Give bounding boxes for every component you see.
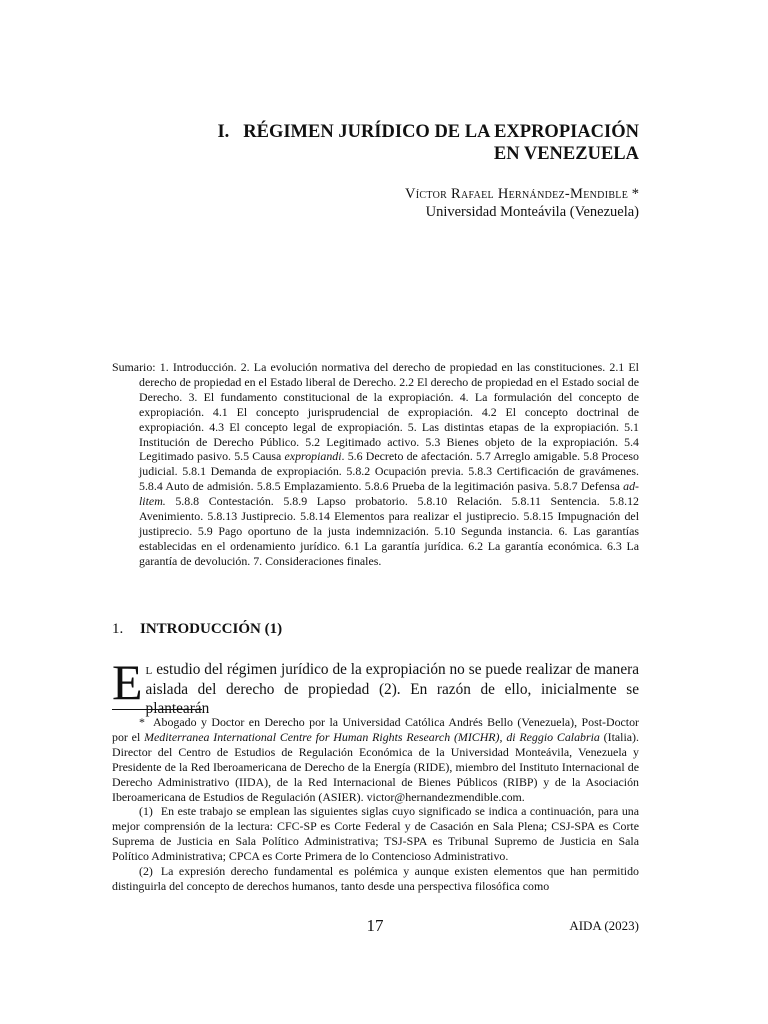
chapter-title-line1 [139,121,639,143]
footnote-author [112,715,639,804]
summary-italic-1: expropiandi [284,449,342,464]
author-footnote-mark: * [631,186,639,202]
chapter-title [139,121,639,165]
author-block [139,185,639,221]
summary-block [112,360,639,569]
footnote-1-text: En este trabajo se emplean las siguientes siglas cuyo significado se indica a continuación, para una mejor comprensión de la lectura: CFC-SP es Corte Federal y de Casación en Sala Plena; CSJ-SPA es Corte Suprema de Justicia en Sala Político Administrativa; TSJ-SPA es Tribunal Supremo de Justicia en Sala Político Administrativa; CPCA es Corte Primera de lo Contencioso Administrativo. [112,804,639,864]
footnote-author-text-1: Abogado y Doctor en Derecho por la Universidad Católica Andrés Bello (Venezuela), Post-Doctor por el [112,715,639,744]
footnote-1-number: (1) [139,804,153,819]
chapter-title-text-1: RÉGIMEN JURÍDICO DE LA EXPROPIACIÓN [243,122,639,142]
section-heading [112,620,639,638]
summary-text-1: Sumario: 1. Introducción. 2. La evolución normativa del derecho de propiedad en las constituciones. 2.1 El derecho de propiedad en el Estado liberal de Derecho. 2.2 El derecho de propiedad en el Estado social de Derecho. 3. El fundamento constitucional de la expropiación. 4. La formulación del concepto de expropiación. 4.1 El concepto jurisprudencial de expropiación. 4.2 El concepto doctrinal de expropiación. 4.3 El concepto legal de expropiación. 5. Las distintas etapas de la expropiación. 5.1 Institución de Derecho Público. 5.2 Legitimado activo. 5.3 Bienes objeto de la expropiación. 5.4 Legitimado pasivo. 5.5 Causa [112,360,639,464]
summary-text-2: . 5.6 Decreto de afectación. 5.7 Arreglo amigable. 5.8 Proceso judicial. 5.8.1 Demanda de expropiación. 5.8.2 Ocupación previa. 5.8.3 Certificación de gravámenes. 5.8.4 Auto de admisión. 5.8.5 Emplazamiento. 5.8.6 Prueba de la legitimación pasiva. 5.8.7 Defensa [139,449,639,494]
section-title: INTRODUCCIÓN (1) [140,621,283,637]
author-name: Víctor Rafael Hernández-Mendible [404,186,629,202]
footnote-divider [112,709,202,710]
chapter-number: I. [217,122,230,142]
drop-cap: E [112,654,143,710]
footnote-1 [112,804,639,864]
footnote-2-text: La expresión derecho fundamental es polémica y aunque existen elementos que han permitido distinguirla del concepto de derechos humanos, tanto desde una perspectiva filosófica como [112,864,639,893]
footnote-2 [112,864,639,894]
summary-text-3: 5.8.8 Contestación. 5.8.9 Lapso probatorio. 5.8.10 Relación. 5.8.11 Sentencia. 5.8.12 Avenimiento. 5.8.13 Justiprecio. 5.8.14 Elementos para realizar el justiprecio. 5.8.15 Impugnación del justiprecio. 5.9 Pago oportuno de la justa indemnización. 5.10 Segunda instancia. 6. Las garantías establecidas en el ordenamiento jurídico. 6.1 La garantía jurídica. 6.2 La garantía económica. 6.3 La garantía de devolución. 7. Consideraciones finales. [139,494,639,568]
summary-italic-2: ad-litem. [139,479,639,509]
page-number: 17 [366,916,384,935]
intro-smallcaps: l [145,661,153,678]
footnote-2-number: (2) [139,864,153,879]
chapter-title-line2: EN VENEZUELA [493,144,639,164]
journal-citation: AIDA (2023) [569,918,639,933]
footnote-author-mark: * [139,715,145,729]
footnote-author-text-2: (Italia). Director del Centro de Estudios de Regulación Económica de la Universidad Monteávila, Venezuela y Presidente de la Red Iberoamericana de Derecho de la Energía (RIDE), miembro del Instituto Internacional de Derecho Administrativo (IIDA), de la Red Internacional de Bienes Públicos (RIBP) y de la Asociación Iberoamericana de Estudios de Regulación (ASIER). victor@hernandezmendible.com. [112,729,639,804]
intro-text: estudio del régimen jurídico de la expropiación no se puede realizar de manera aislada del derecho de propiedad (2). En razón de ello, inicialmente se plantearán [145,661,639,717]
footnotes [112,715,639,894]
section-number: 1. [112,621,124,637]
author-affiliation: Universidad Monteávila (Venezuela) [425,204,639,220]
footnote-author-italic: Mediterranea International Centre for Human Rights Research (MICHR), di Reggio Calabria [144,729,600,744]
